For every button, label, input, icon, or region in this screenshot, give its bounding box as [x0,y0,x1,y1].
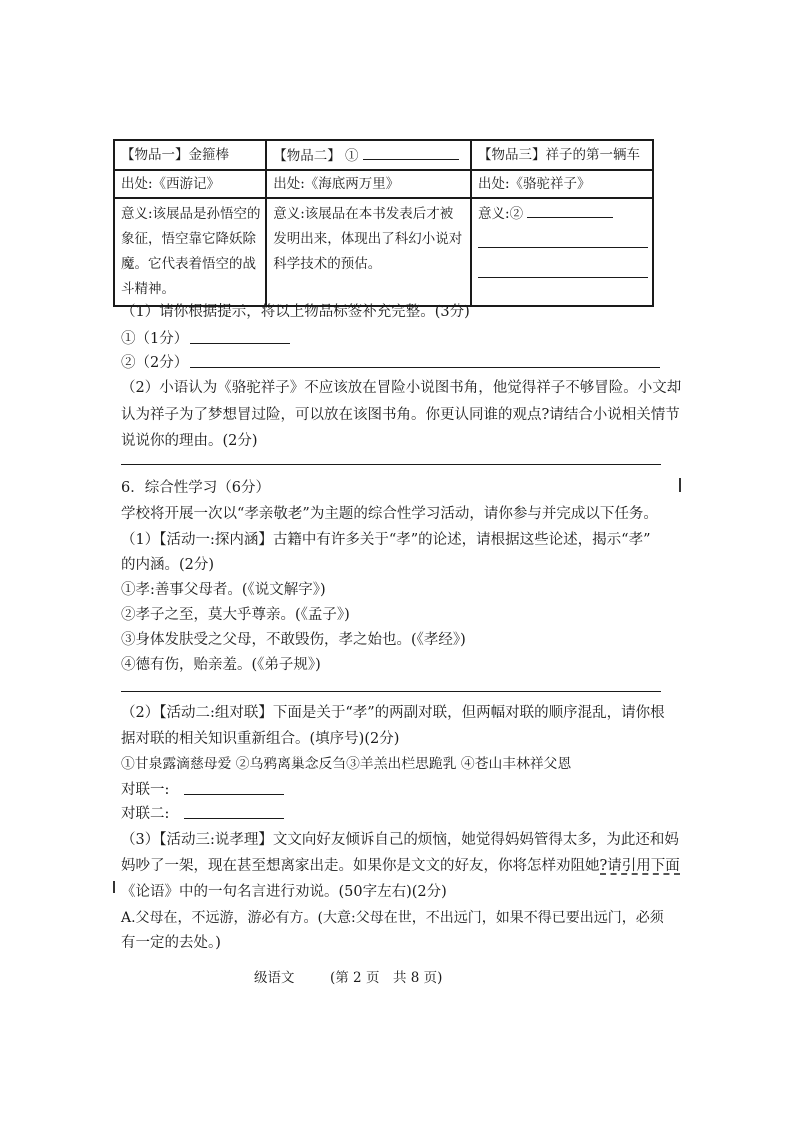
couplet1-answer-line[interactable] [184,794,284,795]
exhibit-label-table [113,139,654,307]
activity3-line1: （3）【活动三:说孝理】文文向好友倾诉自己的烦恼，她觉得妈妈管得太多，为此还和妈 [121,832,679,848]
q2-answer-line[interactable] [121,464,661,465]
couplet2-label: 对联二: [121,806,170,822]
scan-mark [600,873,680,875]
item3-answer-blank-3[interactable] [478,263,648,278]
item3-blank-mark: ② [509,206,524,222]
item1-header: 【物品一】金箍棒 [114,140,266,170]
item2-header: 【物品二】 [273,147,341,164]
activity1-line1: （1）【活动一:探内涵】古籍中有许多关于“孝”的论述，请根据这些论述，揭示“孝” [121,532,651,548]
footer-page-info: (第 2 页 共 8 页) [330,970,443,986]
item1-meaning: 意义:该展品是孙悟空的象征，悟空靠它降妖除魔。它代表着悟空的战斗精神。 [114,198,266,306]
quote-3: ③身体发肤受之父母，不敢毁伤，孝之始也。(《孝经》) [121,632,466,648]
couplet-parts: ①甘泉露滴慈母爱 ②乌鸦离巢念反刍③羊羔出栏思跪乳 ④苍山丰林祥父恩 [121,756,572,772]
couplet1-label: 对联一: [121,782,170,798]
couplet2-answer-line[interactable] [184,818,284,819]
item3-source: 出处:《骆驼祥子》 [471,170,653,198]
optionA-line2: 有一定的去处。) [121,935,221,951]
activity2-line1: （2）【活动二:组对联】下面是关于“孝”的两副对联，但两幅对联的顺序混乱，请你根 [121,705,665,721]
scan-speck [113,881,115,893]
item3-answer-blank-2[interactable] [478,233,648,248]
q2-line1: （2）小语认为《骆驼祥子》不应该放在冒险小说图书角，他觉得祥子不够冒险。小文却 [121,380,682,396]
item3-meaning-label: 意义: [478,206,510,222]
activity2-line2: 据对联的相关知识重新组合。(填序号)(2分) [121,731,400,747]
item2-header-cell [266,140,471,170]
item3-meaning-cell [471,198,653,306]
q1-answer1-line[interactable] [190,343,290,344]
optionA-line1: A.父母在，不远游，游必有方。(大意:父母在世，不出远门，如果不得已要出远门，必须 [121,910,664,926]
quote-4: ④德有伤，贻亲羞。(《弟子规》) [121,657,321,673]
quote-1: ①孝:善事父母者。(《说文解字》) [121,582,326,598]
quote-2: ②孝子之至，莫大乎尊亲。(《孟子》) [121,607,350,623]
item2-answer-blank[interactable] [363,145,459,160]
q2-line3: 说说你的理由。(2分) [121,433,258,449]
item3-answer-blank-1[interactable] [527,203,613,218]
footer-subject: 级语文 [254,970,295,986]
item3-header: 【物品三】祥子的第一辆车 [471,140,653,170]
item2-source: 出处:《海底两万里》 [266,170,471,198]
item2-meaning: 意义:该展品在本书发表后才被发明出来，体现出了科幻小说对科学技术的预估。 [266,198,471,306]
activity1-answer-line[interactable] [121,691,661,692]
q1-answer1-label: ①（1分） [121,331,189,347]
activity1-line2: 的内涵。(2分) [121,557,215,573]
q1-prompt: （1）请你根据提示，将以上物品标签补充完整。(3分) [121,304,470,320]
q2-line2: 认为祥子为了梦想冒过险，可以放在该图书角。你更认同谁的观点?请结合小说相关情节 [121,407,680,423]
q1-answer2-label: ②（2分） [121,355,189,371]
section6-title: 6．综合性学习（6分） [121,480,270,496]
item1-source: 出处:《西游记》 [114,170,266,198]
activity3-line3: 《论语》中的一句名言进行劝说。(50字左右)(2分) [121,884,447,900]
scan-speck-right [679,478,681,492]
activity3-line2: 妈吵了一架，现在甚至想离家出走。如果你是文文的好友，你将怎样劝阻她?请引用下面 [121,858,680,874]
q1-answer2-line[interactable] [190,367,660,368]
item2-blank-mark: ① [345,147,359,164]
section6-intro: 学校将开展一次以“孝亲敬老”为主题的综合性学习活动，请你参与并完成以下任务。 [121,506,658,522]
